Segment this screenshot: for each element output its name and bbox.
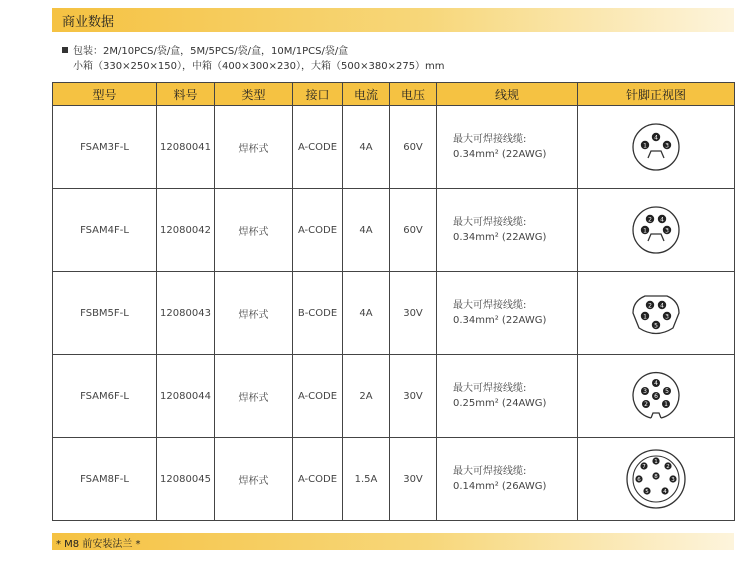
svg-text:5: 5 — [665, 388, 669, 396]
cell-type: 焊杯式 — [215, 189, 293, 272]
wire-value: 0.14mm² (26AWG) — [453, 481, 547, 492]
header-voltage: 电压 — [390, 83, 437, 106]
cell-current: 4A — [343, 189, 390, 272]
cell-pin-view — [578, 355, 735, 438]
wire-label: 最大可焊接线缆: — [453, 383, 527, 394]
wire-label: 最大可焊接线缆: — [453, 466, 527, 477]
cell-part: 12080041 — [157, 106, 215, 189]
cell-type: 焊杯式 — [215, 438, 293, 521]
cell-current: 2A — [343, 355, 390, 438]
cell-part: 12080042 — [157, 189, 215, 272]
spec-table — [52, 82, 735, 521]
cell-type: 焊杯式 — [215, 106, 293, 189]
svg-text:1: 1 — [643, 227, 647, 235]
cell-model: FSAM4F-L — [53, 189, 157, 272]
4-pin-connector-icon — [626, 200, 686, 260]
header-model: 型号 — [53, 83, 157, 106]
packaging-text: 包装：2M/10PCS/袋/盒，5M/5PCS/袋/盒，10M/1PCS/袋/盒 — [73, 46, 349, 57]
svg-text:1: 1 — [643, 142, 647, 150]
wire-value: 0.25mm² (24AWG) — [453, 398, 547, 409]
svg-text:4: 4 — [654, 134, 658, 142]
svg-text:1: 1 — [654, 459, 658, 465]
cell-current: 4A — [343, 106, 390, 189]
cell-interface: A-CODE — [293, 106, 343, 189]
cell-model: FSAM3F-L — [53, 106, 157, 189]
svg-text:1: 1 — [643, 313, 647, 321]
header-wire: 线规 — [437, 83, 578, 106]
cell-voltage: 60V — [390, 189, 437, 272]
section-header — [52, 8, 734, 32]
5-pin-connector-icon — [626, 283, 686, 343]
cell-type: 焊杯式 — [215, 272, 293, 355]
svg-text:4: 4 — [660, 302, 664, 310]
header-pin-view: 针脚正视图 — [578, 83, 735, 106]
packaging-info — [62, 44, 445, 74]
header-current: 电流 — [343, 83, 390, 106]
svg-text:4: 4 — [663, 489, 667, 495]
cell-pin-view — [578, 189, 735, 272]
cell-pin-view — [578, 272, 735, 355]
3-pin-connector-icon — [626, 117, 686, 177]
cell-interface: A-CODE — [293, 355, 343, 438]
svg-text:1: 1 — [664, 401, 668, 409]
cell-wire — [437, 106, 578, 189]
bullet-icon — [62, 47, 68, 53]
wire-label: 最大可焊接线缆: — [453, 134, 527, 145]
svg-text:2: 2 — [648, 216, 652, 224]
cell-interface: A-CODE — [293, 189, 343, 272]
section-title: 商业数据 — [62, 15, 115, 30]
svg-text:3: 3 — [665, 313, 669, 321]
cell-wire — [437, 355, 578, 438]
svg-text:3: 3 — [643, 388, 647, 396]
8-pin-connector-icon — [623, 446, 689, 512]
packaging-line-2: 小箱（330×250×150），中箱（400×300×230），大箱（500×380×275）mm — [73, 61, 445, 72]
svg-text:4: 4 — [654, 380, 658, 388]
table-row — [53, 106, 735, 189]
svg-text:3: 3 — [671, 477, 675, 483]
cell-wire — [437, 438, 578, 521]
svg-text:6: 6 — [637, 477, 641, 483]
wire-label: 最大可焊接线缆: — [453, 300, 527, 311]
packaging-line-1 — [62, 44, 445, 59]
cell-part: 12080044 — [157, 355, 215, 438]
table-row — [53, 272, 735, 355]
cell-model: FSBM5F-L — [53, 272, 157, 355]
table-row — [53, 355, 735, 438]
cell-part: 12080045 — [157, 438, 215, 521]
wire-value: 0.34mm² (22AWG) — [453, 315, 547, 326]
svg-text:3: 3 — [665, 142, 669, 150]
svg-text:2: 2 — [644, 401, 648, 409]
cell-model: FSAM8F-L — [53, 438, 157, 521]
cell-voltage: 30V — [390, 438, 437, 521]
cell-wire — [437, 189, 578, 272]
svg-text:5: 5 — [654, 322, 658, 330]
svg-text:6: 6 — [654, 393, 658, 401]
wire-value: 0.34mm² (22AWG) — [453, 232, 547, 243]
cell-pin-view — [578, 438, 735, 521]
table-header-row — [53, 83, 735, 106]
svg-text:2: 2 — [666, 464, 670, 470]
header-part: 料号 — [157, 83, 215, 106]
cell-part: 12080043 — [157, 272, 215, 355]
cell-current: 1.5A — [343, 438, 390, 521]
cell-voltage: 30V — [390, 272, 437, 355]
svg-text:5: 5 — [645, 489, 649, 495]
wire-value: 0.34mm² (22AWG) — [453, 149, 547, 160]
cell-current: 4A — [343, 272, 390, 355]
svg-text:7: 7 — [642, 464, 646, 470]
table-row — [53, 189, 735, 272]
cell-type: 焊杯式 — [215, 355, 293, 438]
svg-text:8: 8 — [654, 474, 658, 480]
cell-interface: B-CODE — [293, 272, 343, 355]
6-pin-connector-icon — [626, 366, 686, 426]
cell-pin-view — [578, 106, 735, 189]
header-interface: 接口 — [293, 83, 343, 106]
svg-text:4: 4 — [660, 216, 664, 224]
wire-label: 最大可焊接线缆: — [453, 217, 527, 228]
cell-model: FSAM6F-L — [53, 355, 157, 438]
cell-wire — [437, 272, 578, 355]
footer-note: * M8 前安装法兰 * — [56, 539, 141, 550]
cell-interface: A-CODE — [293, 438, 343, 521]
table-row — [53, 438, 735, 521]
cell-voltage: 30V — [390, 355, 437, 438]
footer-bar — [52, 533, 734, 550]
svg-text:3: 3 — [665, 227, 669, 235]
svg-text:2: 2 — [648, 302, 652, 310]
cell-voltage: 60V — [390, 106, 437, 189]
header-type: 类型 — [215, 83, 293, 106]
